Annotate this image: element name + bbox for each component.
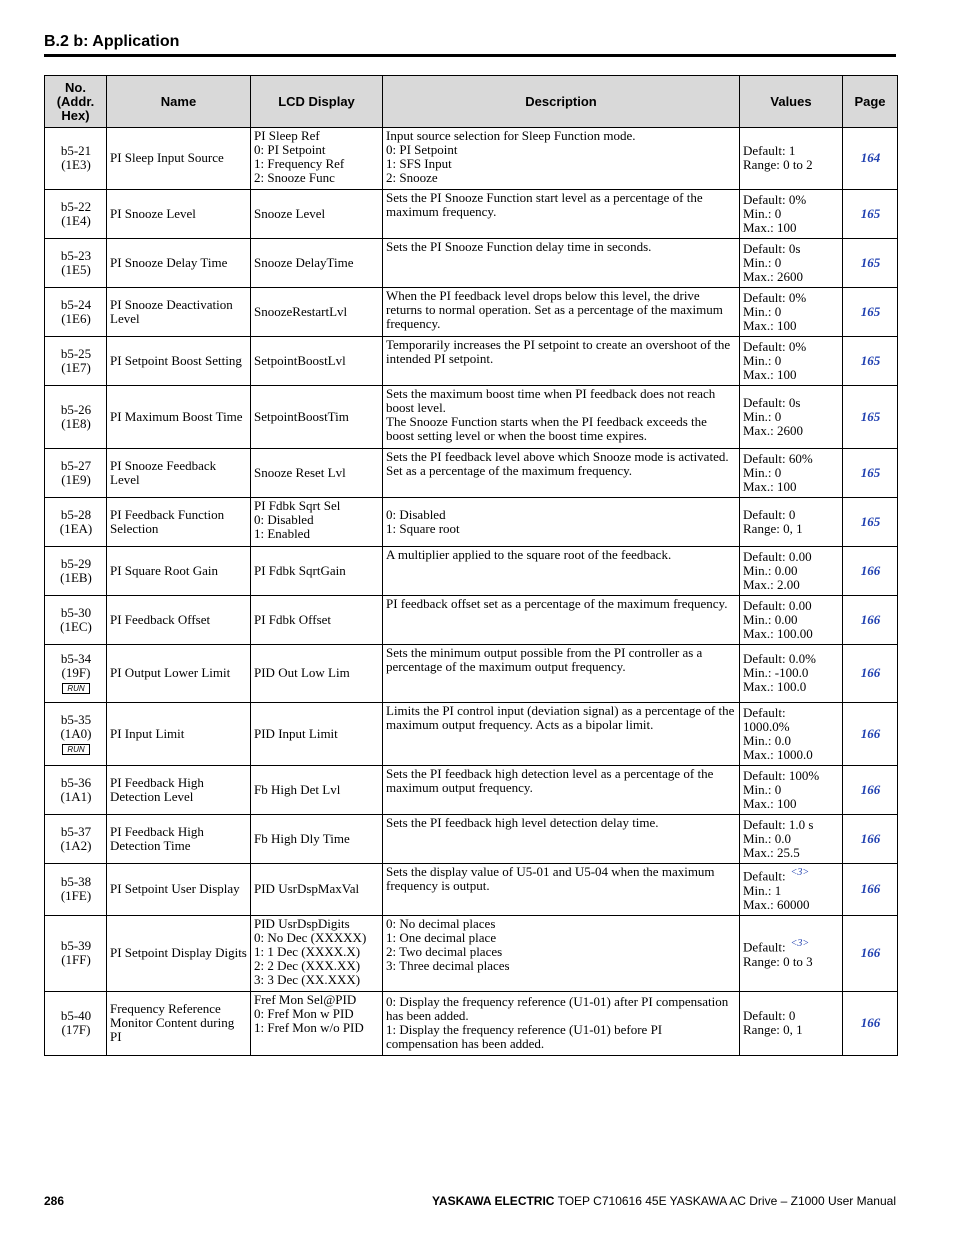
description-line: Sets the PI feedback high level detection delay time.	[386, 815, 659, 830]
description-line: 2: Snooze	[386, 170, 438, 185]
description-line: Input source selection for Sleep Function mode.	[386, 128, 636, 143]
value-line: Max.: 2600	[743, 422, 803, 438]
col-header-values: Values	[740, 76, 843, 128]
header-divider	[44, 54, 896, 57]
value-line: Default: 0	[743, 506, 796, 522]
value-line: Min.: 0	[743, 464, 782, 480]
page-cell	[843, 239, 898, 288]
value-line: Max.: 100	[743, 478, 797, 494]
lcd-display-line: Fb High Det Lvl	[254, 781, 341, 797]
page-cell	[843, 916, 898, 992]
param-name: PI Input Limit	[107, 703, 251, 766]
values-cell	[740, 449, 843, 498]
lcd-display-cell	[251, 288, 383, 337]
lcd-display-cell	[251, 386, 383, 449]
param-number: b5-29	[60, 555, 92, 571]
description-line: Sets the PI feedback level above which Snooze mode is activated. Set as a percentage of the maximum frequency.	[386, 449, 729, 478]
param-number: b5-26	[60, 401, 92, 417]
table-row	[45, 992, 898, 1056]
value-line	[743, 937, 840, 954]
description-line: Sets the maximum boost time when PI feedback does not reach boost level.	[386, 386, 716, 415]
value-line: Default: 60%	[743, 450, 813, 466]
value-line: Range: 0, 1	[743, 520, 803, 536]
value-line: Max.: 1000.0	[743, 746, 813, 762]
values-cell	[740, 596, 843, 645]
param-address: (1E9)	[61, 471, 91, 487]
param-number-cell	[45, 645, 107, 703]
value-line: Max.: 100	[743, 219, 797, 235]
param-name: PI Feedback Offset	[107, 596, 251, 645]
lcd-display-cell	[251, 128, 383, 190]
value-line: Max.: 100	[743, 317, 797, 333]
table-row	[45, 128, 898, 190]
table-row	[45, 547, 898, 596]
param-address: (1A0)	[60, 725, 92, 741]
lcd-display-line: PI Fdbk Sqrt Sel	[254, 498, 341, 513]
table-body	[45, 128, 898, 1056]
value-line: Range: 0, 1	[743, 1022, 803, 1037]
lcd-display-line: SetpointBoostTim	[254, 408, 349, 424]
param-number-cell	[45, 766, 107, 815]
page-cell	[843, 596, 898, 645]
value-line: Max.: 60000	[743, 896, 810, 912]
value-line: Default: 0	[743, 1008, 796, 1023]
description-cell	[383, 916, 740, 992]
page-link[interactable]: 165	[860, 303, 881, 319]
page-link[interactable]: 166	[860, 611, 881, 627]
lcd-display-cell	[251, 864, 383, 916]
value-line: Default: 0s	[743, 240, 801, 256]
param-address: (1A1)	[60, 788, 92, 804]
col-header-page: Page	[843, 76, 898, 128]
page-cell	[843, 386, 898, 449]
value-line: Min.: 0	[743, 352, 782, 368]
param-number-cell	[45, 190, 107, 239]
value-line: Default: 0.00	[743, 548, 812, 564]
table-row	[45, 645, 898, 703]
table-row	[45, 498, 898, 547]
value-line: Default: 0s	[743, 394, 801, 410]
lcd-display-cell	[251, 645, 383, 703]
description-cell	[383, 498, 740, 547]
lcd-display-line: 3: 3 Dec (XX.XXX)	[254, 972, 361, 987]
description-cell	[383, 288, 740, 337]
lcd-display-cell	[251, 703, 383, 766]
page-link[interactable]: 166	[860, 1015, 881, 1030]
value-line: 1000.0%	[743, 718, 790, 734]
lcd-display-cell	[251, 449, 383, 498]
table-row	[45, 449, 898, 498]
param-number-cell	[45, 992, 107, 1056]
param-number: b5-40	[60, 1008, 92, 1023]
param-address: (1EA)	[59, 520, 93, 536]
values-cell	[740, 547, 843, 596]
values-cell	[740, 703, 843, 766]
description-line: 0: Display the frequency reference (U1-01) after PI compensation has been added.	[386, 994, 729, 1023]
note-reference-link[interactable]: <3>	[790, 938, 810, 950]
table-row	[45, 766, 898, 815]
footer-brand: YASKAWA ELECTRIC	[432, 1194, 555, 1208]
value-line: Min.: 0.0	[743, 830, 792, 846]
lcd-display-line: 0: Fref Mon w PID	[254, 1006, 354, 1021]
param-number: b5-23	[60, 247, 92, 263]
run-badge-icon: RUN	[62, 744, 89, 755]
lcd-display-line: PI Fdbk SqrtGain	[254, 562, 346, 578]
value-line: Default:	[743, 939, 786, 955]
page-cell	[843, 645, 898, 703]
lcd-display-line: PID UsrDspMaxVal	[254, 881, 360, 896]
param-address: (19F)	[61, 665, 91, 680]
value-line: Min.: 0	[743, 254, 782, 270]
param-number: b5-21	[60, 143, 92, 158]
values-cell	[740, 916, 843, 992]
page-link[interactable]: 165	[860, 464, 881, 480]
value-line: Min.: 0	[743, 303, 782, 319]
param-name: PI Square Root Gain	[107, 547, 251, 596]
param-number-cell	[45, 916, 107, 992]
value-line: Default: 0.00	[743, 597, 812, 613]
page-link[interactable]: 165	[860, 205, 881, 221]
description-line: 2: Two decimal places	[386, 944, 503, 959]
param-number-cell	[45, 498, 107, 547]
table-row	[45, 815, 898, 864]
param-number-cell	[45, 449, 107, 498]
page-cell	[843, 864, 898, 916]
values-cell	[740, 815, 843, 864]
lcd-display-line: Fb High Dly Time	[254, 830, 350, 846]
param-number-cell	[45, 703, 107, 766]
param-name: PI Output Lower Limit	[107, 645, 251, 703]
description-line: Limits the PI control input (deviation signal) as a percentage of the maximum output frequency. Acts as a bipolar limit.	[386, 703, 735, 732]
param-number-cell	[45, 864, 107, 916]
value-line: Min.: -100.0	[743, 665, 809, 680]
table-row	[45, 239, 898, 288]
param-name: PI Sleep Input Source	[107, 128, 251, 190]
values-cell	[740, 498, 843, 547]
param-number: b5-30	[60, 604, 92, 620]
param-address: (1EC)	[60, 618, 92, 634]
lcd-display-cell	[251, 239, 383, 288]
lcd-display-cell	[251, 916, 383, 992]
param-name: PI Maximum Boost Time	[107, 386, 251, 449]
description-cell	[383, 337, 740, 386]
value-line: Default: 0%	[743, 289, 807, 305]
value-line: Default: 1	[743, 143, 796, 158]
param-number: b5-37	[60, 823, 92, 839]
page-cell	[843, 128, 898, 190]
lcd-display-line: Snooze DelayTime	[254, 254, 354, 270]
param-number: b5-25	[60, 345, 92, 361]
value-line: Min.: 0.00	[743, 611, 798, 627]
page-link[interactable]: 166	[860, 562, 881, 578]
param-name: PI Setpoint User Display	[107, 864, 251, 916]
lcd-display-line: 2: 2 Dec (XXX.XX)	[254, 958, 361, 973]
values-cell	[740, 645, 843, 703]
page-cell	[843, 498, 898, 547]
page-cell	[843, 815, 898, 864]
param-number-cell	[45, 815, 107, 864]
value-line: Max.: 100.0	[743, 679, 807, 694]
lcd-display-cell	[251, 766, 383, 815]
param-number-cell	[45, 596, 107, 645]
page-link[interactable]: 165	[860, 408, 881, 424]
page-cell	[843, 190, 898, 239]
lcd-display-line: 0: Disabled	[254, 512, 314, 527]
value-line: Default:	[743, 704, 786, 720]
description-cell	[383, 386, 740, 449]
param-number: b5-35	[60, 711, 92, 727]
value-line: Max.: 25.5	[743, 844, 800, 860]
description-line: 1: Square root	[386, 520, 460, 536]
page-link[interactable]: 166	[860, 945, 881, 960]
param-number: b5-39	[60, 938, 92, 953]
lcd-display-line: SetpointBoostLvl	[254, 352, 346, 368]
footer-manual-name: TOEP C710616 45E YASKAWA AC Drive – Z1000 User Manual	[554, 1194, 896, 1208]
description-cell	[383, 190, 740, 239]
lcd-display-line: Fref Mon Sel@PID	[254, 992, 357, 1007]
description-line: Sets the display value of U5-01 and U5-04 when the maximum frequency is output.	[386, 864, 715, 893]
footer-manual-title	[432, 1194, 896, 1208]
param-name: PI Snooze Delay Time	[107, 239, 251, 288]
page-cell	[843, 288, 898, 337]
param-address: (1E6)	[61, 310, 91, 326]
param-number: b5-27	[60, 457, 92, 473]
value-line: Range: 0 to 2	[743, 157, 813, 172]
table-row	[45, 190, 898, 239]
lcd-display-line: 0: PI Setpoint	[254, 142, 326, 157]
page-cell	[843, 449, 898, 498]
lcd-display-line: SnoozeRestartLvl	[254, 303, 348, 319]
lcd-display-line: Snooze Level	[254, 205, 326, 221]
param-number-cell	[45, 239, 107, 288]
param-number-cell	[45, 128, 107, 190]
description-line: Sets the PI Snooze Function delay time in seconds.	[386, 239, 652, 254]
values-cell	[740, 766, 843, 815]
value-line: Default: 0%	[743, 191, 807, 207]
value-line: Min.: 0	[743, 781, 782, 797]
run-badge-icon: RUN	[62, 683, 89, 694]
description-cell	[383, 239, 740, 288]
page-link[interactable]: 166	[860, 781, 881, 797]
value-line: Max.: 100	[743, 795, 797, 811]
table-row	[45, 916, 898, 992]
note-reference-link[interactable]: <3>	[790, 867, 810, 879]
page-link[interactable]: 165	[860, 352, 881, 368]
description-line: 1: One decimal place	[386, 930, 497, 945]
value-line: Default: 0.0%	[743, 651, 816, 666]
values-cell	[740, 288, 843, 337]
page-link[interactable]: 164	[860, 150, 881, 165]
value-line: Default: 0%	[743, 338, 807, 354]
lcd-display-line: 1: 1 Dec (XXXX.X)	[254, 944, 361, 959]
section-title: B.2 b: Application	[44, 33, 180, 50]
description-line: PI feedback offset set as a percentage of the maximum frequency.	[386, 596, 728, 611]
description-cell	[383, 547, 740, 596]
table-row	[45, 596, 898, 645]
table-row	[45, 703, 898, 766]
lcd-display-cell	[251, 596, 383, 645]
param-name: PI Setpoint Display Digits	[107, 916, 251, 992]
param-number-cell	[45, 386, 107, 449]
param-number-cell	[45, 288, 107, 337]
value-line: Max.: 2.00	[743, 576, 800, 592]
param-number-cell	[45, 337, 107, 386]
page-link[interactable]: 166	[860, 881, 881, 896]
col-header-lcd: LCD Display	[251, 76, 383, 128]
lcd-display-line: PID UsrDspDigits	[254, 916, 350, 931]
param-address: (1FE)	[60, 888, 92, 903]
page-link[interactable]: 165	[860, 254, 881, 270]
description-line: 1: Display the frequency reference (U1-01) before PI compensation has been added.	[386, 1022, 663, 1051]
description-line: When the PI feedback level drops below this level, the drive returns to normal operation. Set as a percentage of the maximum frequency.	[386, 288, 723, 331]
lcd-display-cell	[251, 815, 383, 864]
description-line: 0: Disabled	[386, 506, 446, 522]
value-line: Max.: 2600	[743, 268, 803, 284]
description-cell	[383, 992, 740, 1056]
values-cell	[740, 128, 843, 190]
col-header-no: No. (Addr. Hex)	[45, 76, 107, 128]
table-row	[45, 288, 898, 337]
description-line: Temporarily increases the PI setpoint to create an overshoot of the intended PI setpoint.	[386, 337, 731, 366]
description-line: 3: Three decimal places	[386, 958, 510, 973]
param-number: b5-24	[60, 296, 92, 312]
value-line: Default:	[743, 868, 786, 884]
description-cell	[383, 449, 740, 498]
col-header-name: Name	[107, 76, 251, 128]
description-line: 0: PI Setpoint	[386, 142, 458, 157]
description-cell	[383, 766, 740, 815]
lcd-display-line: 1: Enabled	[254, 526, 310, 541]
page-link[interactable]: 166	[860, 665, 881, 680]
value-line: Min.: 1	[743, 882, 782, 898]
param-number: b5-22	[60, 198, 92, 214]
description-line: 1: SFS Input	[386, 156, 452, 171]
description-cell	[383, 864, 740, 916]
lcd-display-line: Snooze Reset Lvl	[254, 464, 346, 480]
param-number: b5-28	[60, 506, 92, 522]
page-link[interactable]: 165	[860, 513, 881, 529]
values-cell	[740, 386, 843, 449]
param-name: PI Feedback High Detection Time	[107, 815, 251, 864]
lcd-display-cell	[251, 547, 383, 596]
value-line: Min.: 0.00	[743, 562, 798, 578]
value-line: Min.: 0	[743, 408, 782, 424]
col-header-description: Description	[383, 76, 740, 128]
description-cell	[383, 815, 740, 864]
param-address: (1E4)	[61, 212, 91, 228]
lcd-display-line: PID Out Low Lim	[254, 665, 350, 680]
value-line: Min.: 0.0	[743, 732, 792, 748]
values-cell	[740, 239, 843, 288]
page-footer	[44, 1194, 896, 1210]
lcd-display-line: 0: No Dec (XXXXX)	[254, 930, 367, 945]
lcd-display-line: PI Sleep Ref	[254, 128, 320, 143]
param-address: (1E8)	[61, 415, 91, 431]
description-line: The Snooze Function starts when the PI feedback exceeds the boost setting level or when the boost time expires.	[386, 414, 707, 443]
page-link[interactable]: 166	[860, 725, 881, 741]
param-name: PI Setpoint Boost Setting	[107, 337, 251, 386]
value-line: Default: 1.0 s	[743, 816, 814, 832]
table-row	[45, 386, 898, 449]
param-number: b5-34	[60, 651, 92, 666]
param-number: b5-36	[60, 774, 92, 790]
table-row	[45, 864, 898, 916]
page-link[interactable]: 166	[860, 830, 881, 846]
page-cell	[843, 992, 898, 1056]
description-line: Sets the minimum output possible from the PI controller as a percentage of the maximum output frequency.	[386, 645, 703, 674]
table-header-row	[45, 76, 898, 128]
param-name: PI Snooze Level	[107, 190, 251, 239]
description-cell	[383, 645, 740, 703]
param-number-cell	[45, 547, 107, 596]
lcd-display-cell	[251, 190, 383, 239]
parameter-table	[44, 75, 898, 1056]
param-number: b5-38	[60, 874, 92, 889]
description-cell	[383, 596, 740, 645]
page-cell	[843, 337, 898, 386]
lcd-display-line: 1: Frequency Ref	[254, 156, 345, 171]
description-line: A multiplier applied to the square root of the feedback.	[386, 547, 672, 562]
description-line: 0: No decimal places	[386, 916, 496, 931]
value-line: Default: 100%	[743, 767, 820, 783]
value-line: Max.: 100.00	[743, 625, 813, 641]
description-line: Sets the PI Snooze Function start level as a percentage of the maximum frequency.	[386, 190, 703, 219]
param-address: (1E5)	[61, 261, 91, 277]
values-cell	[740, 337, 843, 386]
param-address: (1EB)	[60, 569, 92, 585]
param-name: PI Snooze Feedback Level	[107, 449, 251, 498]
lcd-display-line: PID Input Limit	[254, 725, 338, 741]
param-address: (1E3)	[61, 157, 91, 172]
values-cell	[740, 190, 843, 239]
lcd-display-cell	[251, 337, 383, 386]
lcd-display-cell	[251, 498, 383, 547]
param-address: (1A2)	[60, 837, 92, 853]
param-address: (17F)	[61, 1022, 91, 1037]
description-cell	[383, 128, 740, 190]
footer-page-number: 286	[44, 1194, 65, 1208]
param-address: (1E7)	[61, 359, 91, 375]
values-cell	[740, 992, 843, 1056]
value-line: Range: 0 to 3	[743, 953, 813, 969]
description-line: Sets the PI feedback high detection level as a percentage of the maximum output frequency.	[386, 766, 714, 795]
lcd-display-line: 1: Fref Mon w/o PID	[254, 1020, 364, 1035]
table-row	[45, 337, 898, 386]
param-name: PI Snooze Deactivation Level	[107, 288, 251, 337]
values-cell	[740, 864, 843, 916]
param-address: (1FF)	[61, 952, 91, 967]
lcd-display-line: PI Fdbk Offset	[254, 611, 332, 627]
param-name: Frequency Reference Monitor Content during PI	[107, 992, 251, 1056]
lcd-display-cell	[251, 992, 383, 1056]
page-cell	[843, 547, 898, 596]
description-cell	[383, 703, 740, 766]
page-cell	[843, 703, 898, 766]
value-line: Min.: 0	[743, 205, 782, 221]
value-line: Max.: 100	[743, 366, 797, 382]
lcd-display-line: 2: Snooze Func	[254, 170, 335, 185]
value-line	[743, 866, 840, 883]
param-name: PI Feedback High Detection Level	[107, 766, 251, 815]
param-name: PI Feedback Function Selection	[107, 498, 251, 547]
page-cell	[843, 766, 898, 815]
